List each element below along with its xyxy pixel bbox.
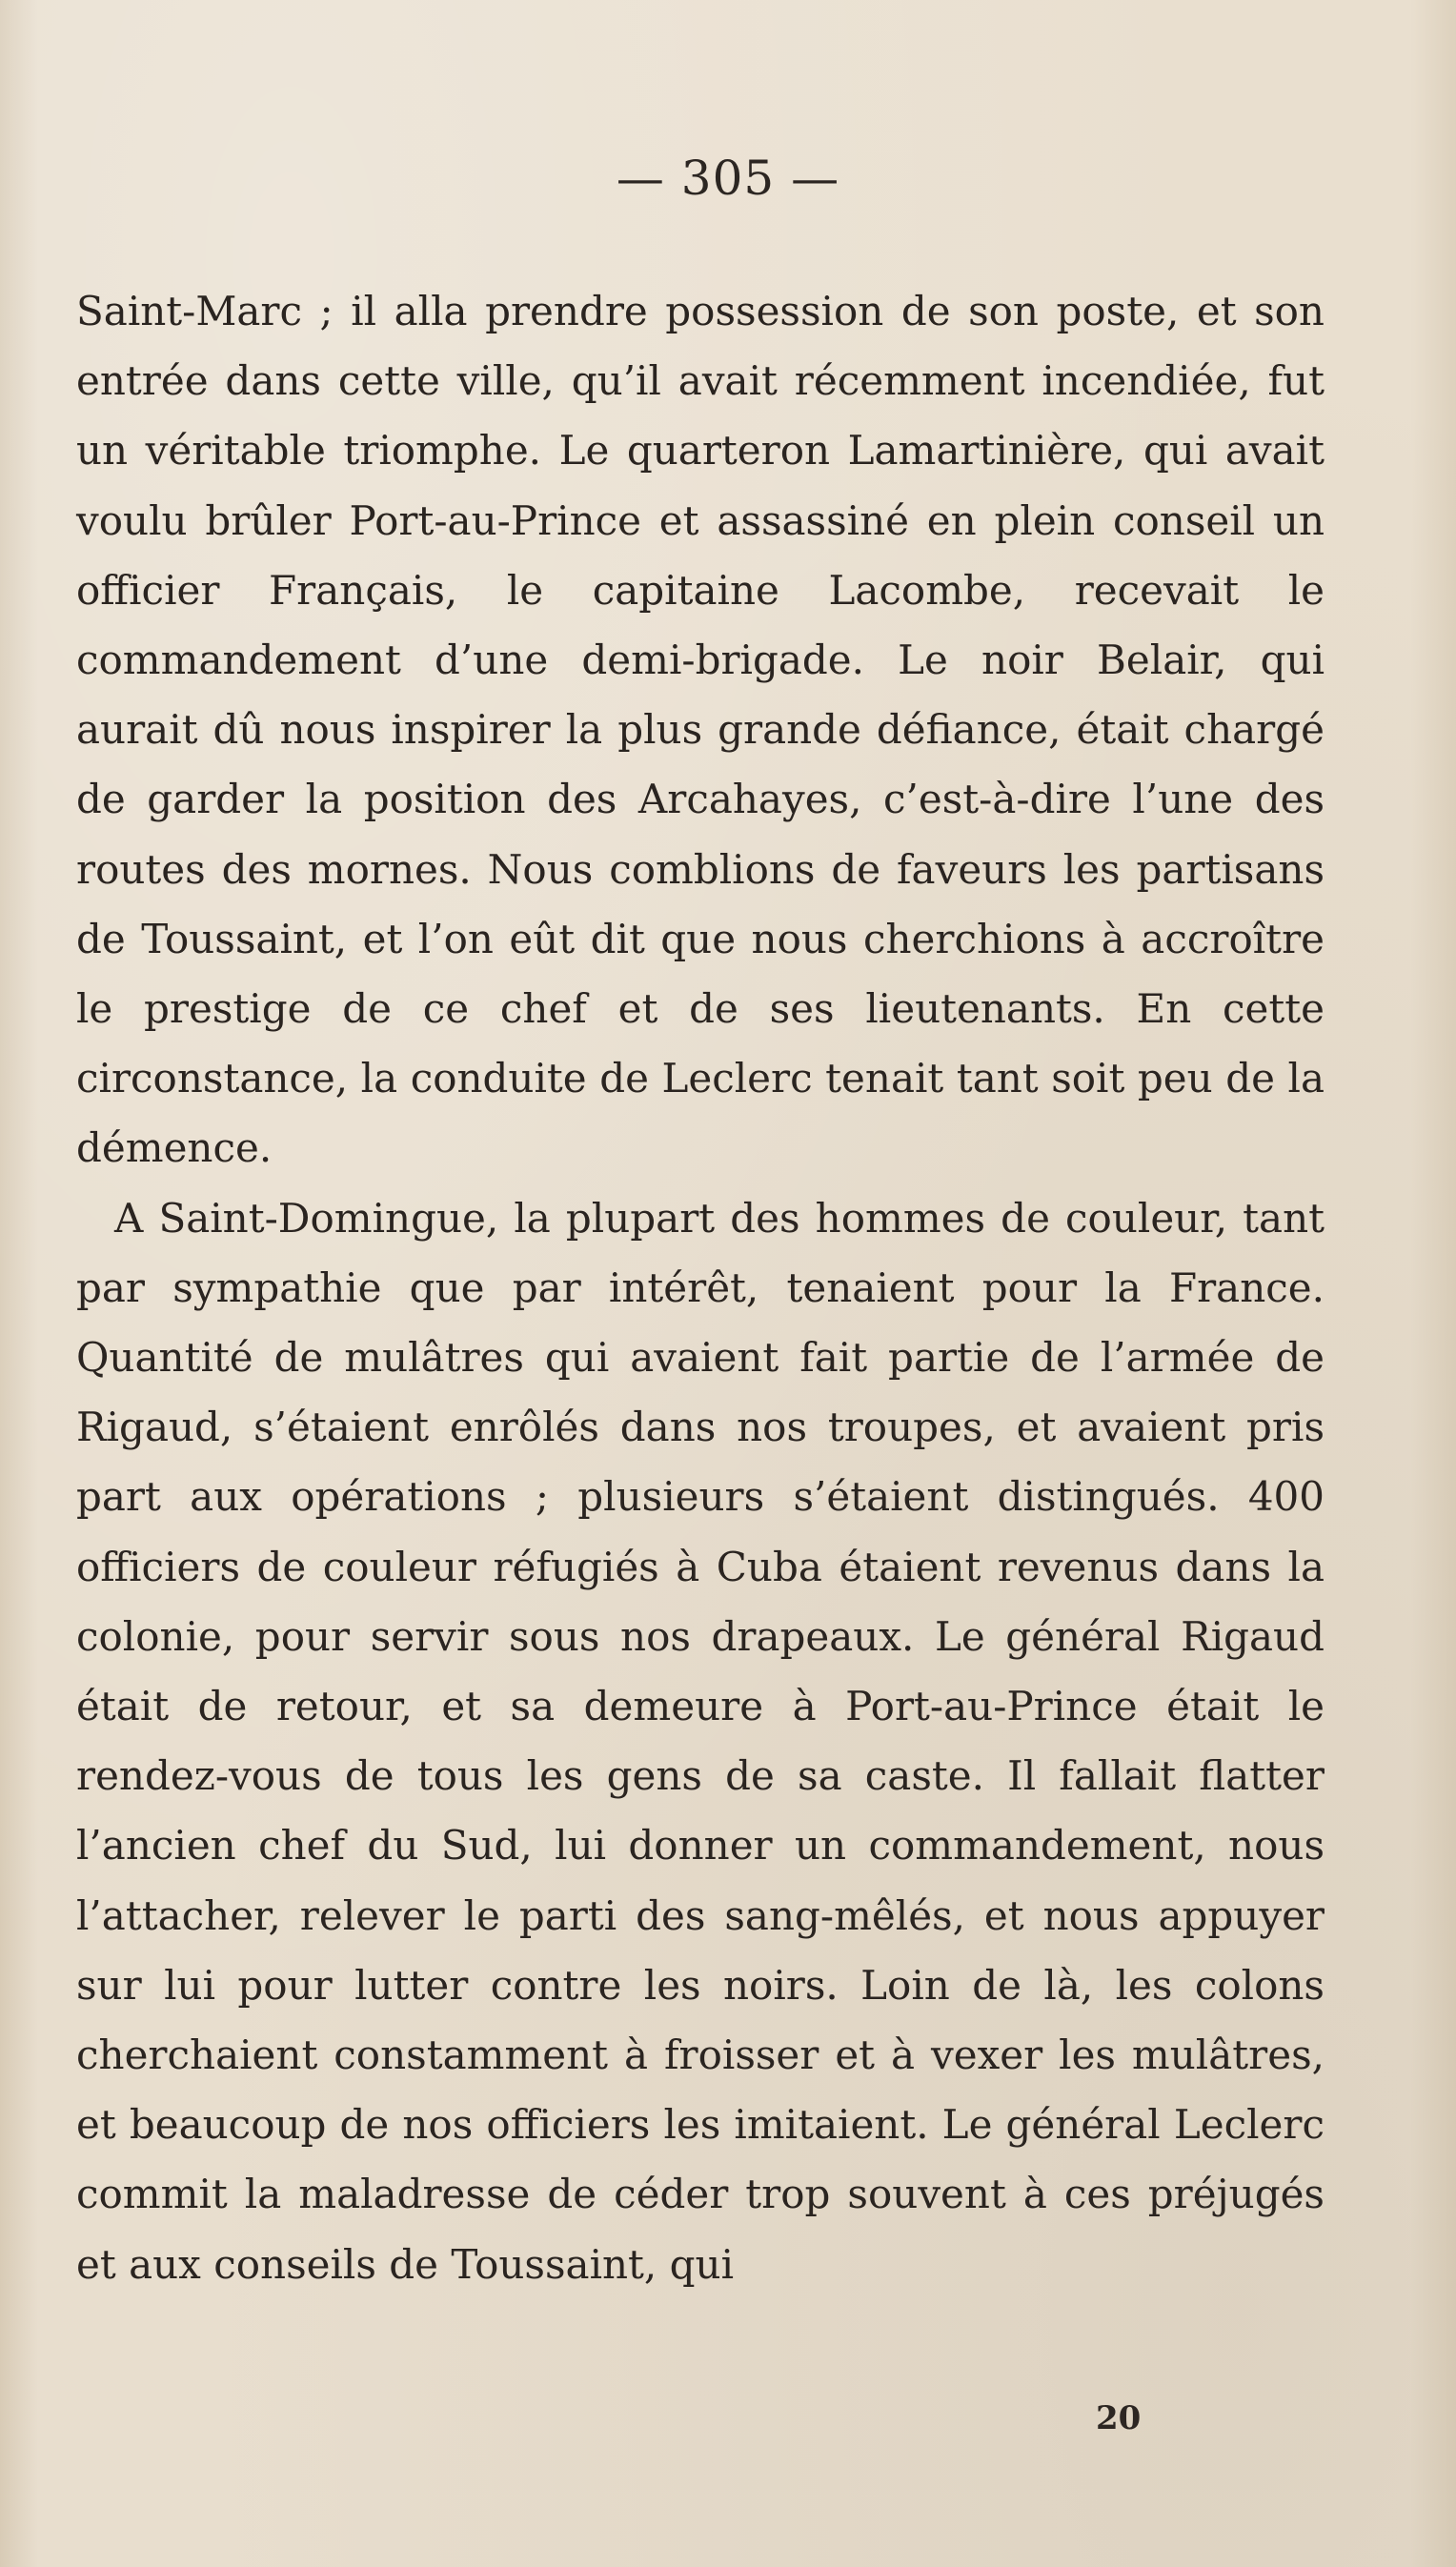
signature-mark: 20: [1096, 2399, 1142, 2437]
body-text: [76, 276, 1325, 2299]
page-number-header: — 305 —: [616, 151, 840, 206]
paragraph: A Saint-Domingue, la plupart des hommes de couleur, tant par sympathie que par intérêt, tenaient pour la France. Quantité de mulâtres qui avaient fait partie de l’armée de Rigaud, s’étaient enrôlés dans nos troupes, et avaient pris part aux opérations ; plusieurs s’étaient distingués. 400 officiers de couleur réfugiés à Cuba étaient revenus dans la colonie, pour servir sous nos drapeaux. Le général Rigaud était de retour, et sa demeure à Port-au-Prince était le rendez-vous de tous les gens de sa caste. Il fallait flatter l’ancien chef du Sud, lui donner un commandement, nous l’attacher, relever le parti des sang-mêlés, et nous appuyer sur lui pour lutter contre les noirs. Loin de là, les colons cherchaient constamment à froisser et à vexer les mulâtres, et beaucoup de nos officiers les imitaient. Le général Leclerc commit la maladresse de céder trop souvent à ces préjugés et aux conseils de Toussaint, qui: [76, 1194, 1325, 2288]
paragraph: Saint-Marc ; il alla prendre possession de son poste, et son entrée dans cette ville, qu’il avait récemment incendiée, fut un véritable triomphe. Le quarteron Lamartinière, qui avait voulu brûler Port-au-Prince et assassiné en plein conseil un officier Français, le capitaine Lacombe, recevait le commandement d’une demi-brigade. Le noir Belair, qui aurait dû nous inspirer la plus grande défiance, était chargé de garder la position des Arcahayes, c’est-à-dire l’une des routes des mornes. Nous comblions de faveurs les partisans de Toussaint, et l’on eût dit que nous cherchions à accroître le prestige de ce chef et de ses lieutenants. En cette circonstance, la conduite de Leclerc tenait tant soit peu de la démence.: [76, 288, 1325, 1172]
